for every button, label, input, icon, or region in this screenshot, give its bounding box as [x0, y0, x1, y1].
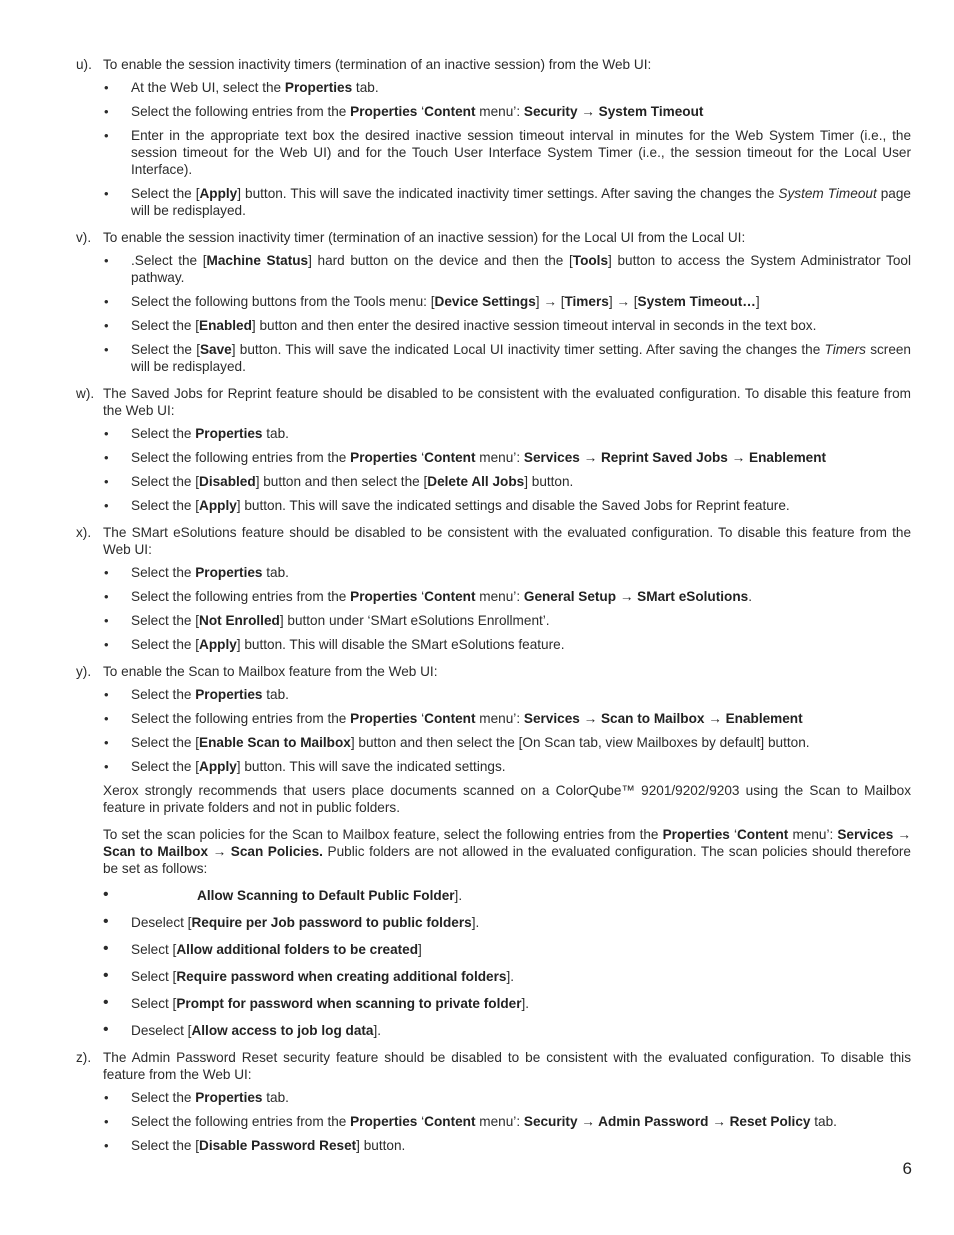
text-run: Enter in the appropriate text box the desired inactive session timeout interval in minutes for the Web System Timer (i.e., the session timeout for the Web UI) and for the Touch User Interface System Timer (i.e., the session timeout for the Local User Interface).	[131, 128, 911, 177]
list-item	[103, 252, 911, 286]
text-run: tab.	[352, 80, 379, 95]
text-run: Select the following entries from the	[131, 1114, 351, 1129]
bold-text: Require per Job password to public folders	[191, 915, 472, 930]
bullet-icon: •	[104, 426, 109, 441]
text-run: Public folders are not allowed in the evaluated configuration. The scan policies should therefore be set as follows:	[103, 844, 911, 876]
text-run: ].	[506, 969, 514, 984]
text-run: Select the [	[131, 498, 200, 513]
text-run: ].	[454, 888, 463, 903]
bullet-list	[103, 425, 911, 514]
list-item	[103, 449, 911, 466]
list-item	[103, 612, 911, 629]
bold-text: Services → Scan to Mailbox → Enablement	[523, 711, 803, 726]
text-run: ]	[755, 294, 760, 309]
text-run: ‘	[729, 827, 737, 842]
text-run: ] button. This will save the indicated settings.	[236, 759, 506, 774]
bold-text: Properties	[350, 711, 418, 726]
bullet-icon: •	[104, 687, 109, 702]
bullet-icon: •	[104, 498, 109, 513]
section-marker: v).	[76, 230, 92, 245]
text-run: ] button. This will save the indicated inactivity timer settings. After saving the changes the	[237, 186, 779, 201]
bullet-icon: •	[104, 1138, 109, 1153]
bullet-icon: •	[104, 253, 109, 268]
bullet-icon: •	[103, 913, 109, 930]
bold-text: Content	[424, 104, 476, 119]
text-run: tab.	[262, 1090, 289, 1105]
list-item	[103, 1089, 911, 1106]
text-run: Select the	[131, 565, 196, 580]
section-intro	[103, 663, 911, 680]
list-item	[103, 497, 911, 514]
section-y	[76, 663, 911, 1039]
bullet-icon: •	[103, 967, 109, 984]
text-run: Select [	[131, 996, 177, 1011]
bold-text: Content	[736, 827, 789, 842]
bullet-icon: •	[104, 1114, 109, 1129]
section-intro	[103, 229, 911, 246]
section-marker: z).	[76, 1050, 92, 1065]
text-run: ].	[471, 915, 480, 930]
list-item	[103, 686, 911, 703]
bold-text: Delete All Jobs	[427, 474, 525, 489]
text-run: menu’:	[475, 450, 524, 465]
text-run: To set the scan policies for the Scan to Mailbox feature, select the following entries from the	[103, 827, 663, 842]
section-v	[76, 229, 911, 375]
bold-text: Enable Scan to Mailbox	[199, 735, 351, 750]
text-run: The Saved Jobs for Reprint feature should be disabled to be consistent with the evaluated configuration. To disable this feature from the Web UI:	[103, 386, 911, 418]
bold-text: Security → System Timeout	[523, 104, 704, 119]
list-item	[103, 887, 911, 904]
document-body	[76, 56, 911, 1164]
text-run: ‘	[417, 589, 425, 604]
text-run: Select the [	[131, 613, 200, 628]
list-item	[103, 425, 911, 442]
text-run: tab.	[810, 1114, 837, 1129]
bullet-icon: •	[104, 80, 109, 95]
bold-text: Content	[424, 711, 476, 726]
text-run: Select the [	[131, 735, 200, 750]
text-run: menu’:	[475, 104, 524, 119]
bullet-icon: •	[104, 104, 109, 119]
bold-text: Save	[199, 342, 232, 357]
text-run: To enable the session inactivity timer (termination of an inactive session) for the Local UI from the Local UI:	[103, 230, 746, 245]
text-run: ] → [	[535, 294, 565, 309]
text-run: To enable the Scan to Mailbox feature from the Web UI:	[103, 664, 438, 679]
text-run: Select the [	[131, 637, 200, 652]
list-item	[103, 103, 911, 120]
bold-text: Properties	[195, 687, 263, 702]
text-run: ] button under ‘SMart eSolutions Enrollment’.	[279, 613, 550, 628]
list-item	[103, 1137, 911, 1154]
text-run: Select the following entries from the	[131, 589, 351, 604]
section-intro	[103, 524, 911, 558]
text-run: Select the [	[131, 342, 200, 357]
bullet-icon: •	[104, 342, 109, 357]
bullet-list	[103, 1089, 911, 1154]
section-marker: x).	[76, 525, 92, 540]
section-marker: w).	[76, 386, 95, 401]
bullet-icon: •	[103, 940, 109, 957]
bold-text: Allow Scanning to Default Public Folder	[197, 888, 455, 903]
text-run: tab.	[262, 565, 289, 580]
list-item	[103, 564, 911, 581]
bold-text: System Timeout…	[637, 294, 756, 309]
list-item	[103, 473, 911, 490]
text-run: Select the [	[131, 1138, 200, 1153]
bold-text: Machine Status	[206, 253, 309, 268]
text-run: Select the [	[131, 318, 200, 333]
bold-text: Content	[424, 589, 476, 604]
list-item	[103, 127, 911, 178]
text-run: ] button. This will save the indicated settings and disable the Saved Jobs for Reprint feature.	[236, 498, 790, 513]
bullet-icon: •	[104, 318, 109, 333]
text-run: Select the	[131, 1090, 196, 1105]
text-run: Select the following entries from the	[131, 104, 351, 119]
bold-text: Require password when creating additional folders	[176, 969, 507, 984]
bold-text: Disable Password Reset	[199, 1138, 357, 1153]
policy-list	[103, 887, 911, 1039]
bullet-icon: •	[104, 128, 109, 143]
text-run: Select the following entries from the	[131, 450, 351, 465]
text-run: ] button to access the System Administrator Tool pathway.	[131, 253, 911, 285]
text-run: ] hard button on the device and then the [	[308, 253, 573, 268]
text-run: ‘	[417, 104, 425, 119]
text-run: ]	[418, 942, 422, 957]
bullet-icon: •	[104, 637, 109, 652]
bold-text: Apply	[199, 637, 237, 652]
bold-text: Properties	[662, 827, 730, 842]
list-item	[103, 1022, 911, 1039]
text-run: Deselect [	[131, 915, 192, 930]
text-run: Select [	[131, 969, 177, 984]
bold-text: Services → Reprint Saved Jobs → Enablement	[523, 450, 827, 465]
bold-text: Tools	[572, 253, 609, 268]
list-item	[103, 914, 911, 931]
text-run: ].	[373, 1023, 382, 1038]
bold-text: Properties	[350, 589, 418, 604]
bullet-icon: •	[104, 294, 109, 309]
bullet-list	[103, 564, 911, 653]
bold-text: Properties	[284, 80, 353, 95]
bold-text: Properties	[350, 1114, 418, 1129]
text-run: Select the following buttons from the Tools menu: [	[131, 294, 435, 309]
text-run: The SMart eSolutions feature should be disabled to be consistent with the evaluated configuration. To disable this feature from the Web UI:	[103, 525, 911, 557]
bullet-icon: •	[104, 565, 109, 580]
section-intro	[103, 385, 911, 419]
list-item	[103, 588, 911, 605]
text-run: The Admin Password Reset security feature should be disabled to be consistent with the evaluated configuration. To disable this feature from the Web UI:	[103, 1050, 911, 1082]
text-run: Select the	[131, 426, 196, 441]
list-item	[103, 341, 911, 375]
text-run: ] button and then select the [	[255, 474, 428, 489]
text-run: ] button and then enter the desired inactive session timeout interval in seconds in the text box.	[251, 318, 817, 333]
text-run: menu’:	[475, 1114, 524, 1129]
bold-text: Properties	[195, 426, 263, 441]
italic-text: Timers	[824, 342, 866, 357]
bold-text: Apply	[199, 759, 237, 774]
text-run: To enable the session inactivity timers (termination of an inactive session) from the Web UI:	[103, 57, 652, 72]
bullet-icon: •	[104, 1090, 109, 1105]
bold-text: Apply	[199, 186, 238, 201]
bold-text: Device Settings	[434, 294, 536, 309]
list-item	[103, 968, 911, 985]
text-run: ].	[521, 996, 530, 1011]
section-intro	[103, 1049, 911, 1083]
text-run: ‘	[417, 711, 425, 726]
section-marker: y).	[76, 664, 92, 679]
text-run: ] button. This will disable the SMart eSolutions feature.	[236, 637, 565, 652]
bullet-icon: •	[104, 186, 109, 201]
text-run: Select the [	[131, 759, 200, 774]
text-run: Xerox strongly recommends that users place documents scanned on a ColorQube™ 9201/9202/9203 using the Scan to Mailbox feature in private folders and not in public folders.	[103, 783, 911, 815]
section-marker: u).	[76, 57, 92, 72]
bold-text: Disabled	[199, 474, 256, 489]
bullet-list	[103, 79, 911, 219]
text-run: tab.	[262, 687, 289, 702]
bold-text: Properties	[195, 565, 263, 580]
bold-text: Content	[424, 450, 476, 465]
text-run: .Select the [	[131, 253, 207, 268]
paragraph	[103, 826, 911, 877]
list-item	[103, 636, 911, 653]
text-run: Select [	[131, 942, 177, 957]
bullet-icon: •	[104, 613, 109, 628]
italic-text: System Timeout	[778, 186, 877, 201]
bold-text: Apply	[199, 498, 237, 513]
text-run: ‘	[417, 1114, 425, 1129]
page-number: 6	[902, 1159, 912, 1178]
text-run: ] button.	[356, 1138, 406, 1153]
list-item	[103, 995, 911, 1012]
bullet-icon: •	[104, 589, 109, 604]
bold-text: Properties	[350, 450, 418, 465]
list-item	[103, 185, 911, 219]
list-item	[103, 710, 911, 727]
list-item	[103, 734, 911, 751]
text-run: Select the [	[131, 474, 200, 489]
section-w	[76, 385, 911, 514]
bullet-icon: •	[104, 735, 109, 750]
bold-text: Services → Scan to Mailbox → Scan Policies.	[103, 827, 912, 859]
bold-text: Properties	[195, 1090, 263, 1105]
list-item	[103, 1113, 911, 1130]
bold-text: Timers	[564, 294, 609, 309]
bullet-icon: •	[104, 474, 109, 489]
bullet-icon: •	[104, 759, 109, 774]
bold-text: Properties	[350, 104, 418, 119]
text-run: menu’:	[788, 827, 838, 842]
text-run: Deselect [	[131, 1023, 192, 1038]
bold-text: Allow access to job log data	[191, 1023, 374, 1038]
section-intro	[103, 56, 911, 73]
bold-text: Security → Admin Password → Reset Policy	[523, 1114, 811, 1129]
text-run: ] button and then select the [On Scan tab, view Mailboxes by default] button.	[350, 735, 810, 750]
text-run: screen will be redisplayed.	[131, 342, 911, 374]
text-run: Select the following entries from the	[131, 711, 351, 726]
bold-text: Enabled	[199, 318, 252, 333]
text-run: menu’:	[475, 589, 524, 604]
list-item	[103, 941, 911, 958]
section-x	[76, 524, 911, 653]
bold-text: General Setup → SMart eSolutions	[523, 589, 749, 604]
text-run: ] button. This will save the indicated Local UI inactivity timer setting. After saving the changes the	[231, 342, 825, 357]
paragraph	[103, 782, 911, 816]
text-run: Select the	[131, 687, 196, 702]
bullet-list	[103, 686, 911, 775]
bold-text: Allow additional folders to be created	[176, 942, 419, 957]
bold-text: Content	[424, 1114, 476, 1129]
text-run: page will be redisplayed.	[131, 186, 911, 218]
text-run: tab.	[262, 426, 289, 441]
bullet-icon: •	[104, 450, 109, 465]
text-run: ] → [	[608, 294, 638, 309]
list-item	[103, 317, 911, 334]
bullet-icon: •	[103, 1021, 109, 1038]
bullet-list	[103, 252, 911, 375]
section-u	[76, 56, 911, 219]
bullet-icon: •	[104, 711, 109, 726]
list-item	[103, 293, 911, 310]
bullet-icon: •	[103, 994, 109, 1011]
list-item	[103, 758, 911, 775]
section-z	[76, 1049, 911, 1154]
text-run: ‘	[417, 450, 425, 465]
text-run: .	[748, 589, 752, 604]
bullet-icon: •	[103, 886, 109, 903]
bold-text: Prompt for password when scanning to private folder	[176, 996, 522, 1011]
bold-text: Not Enrolled	[199, 613, 280, 628]
text-run: Select the [	[131, 186, 200, 201]
list-item	[103, 79, 911, 96]
text-run: At the Web UI, select the	[131, 80, 285, 95]
text-run: menu’:	[475, 711, 524, 726]
text-run: ] button.	[524, 474, 574, 489]
